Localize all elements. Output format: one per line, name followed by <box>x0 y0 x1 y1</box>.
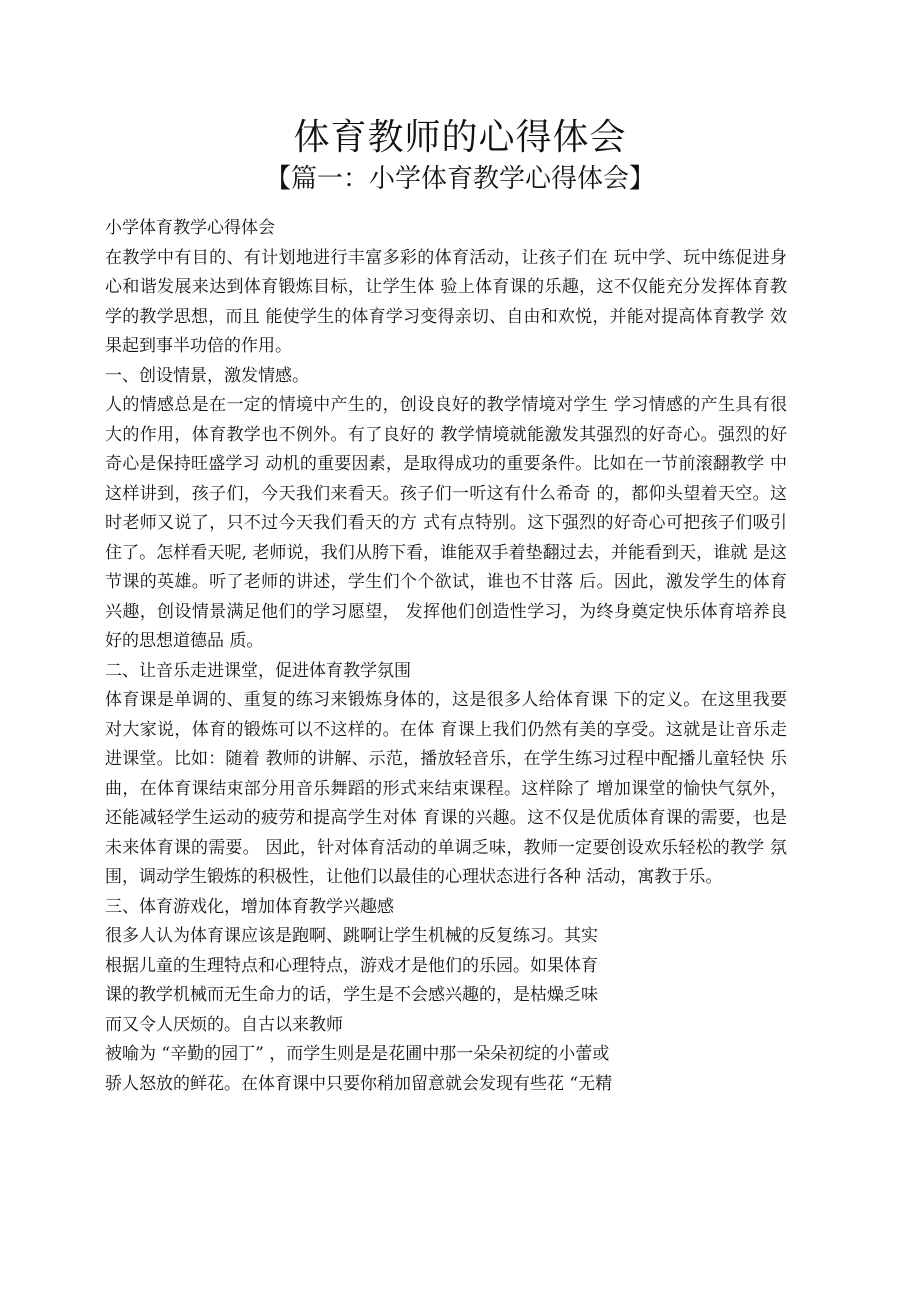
section-3-line: 很多人认为体育课应该是跑啊、跳啊让学生机械的反复练习。其实 <box>105 926 598 946</box>
document-subtitle: 【篇一：小学体育教学心得体会】 <box>264 164 655 194</box>
section-3-line: 课的教学机械而无生命力的话，学生是不会感兴趣的，是枯燥乏味 <box>105 985 598 1005</box>
section-3-line: 骄人怒放的鲜花。在体育课中只要你稍加留意就会发现有些花 “无精 <box>105 1073 613 1094</box>
section-1-paragraph: 人的情感总是在一定的情境中产生的，创设良好的教学情境对学生 学习情感的产生具有很大的作用，体育教学也不例外。有了良好的 教学情境就能激发其强烈的好奇心。强烈的好奇心是保持旺盛学习 动机的重要因素，是取得成功的重要条件。比如在一节前滚翻教学 中这样讲到，孩子们，今天我们来看天。孩子们一听这有什么希奇 的，都仰头望着天空。这时老师又说了，只不过今天我们看天的方 式有点特别。这下强烈的好奇心可把孩子们吸引住了。怎样看天呢, 老师说，我们从胯下看，谁能双手着垫翻过去，并能看到天，谁就 是这节课的英雄。听了老师的讲述，学生们个个欲试，谁也不甘落 后。因此，激发学生的体育兴趣，创设情景满足他们的学习愿望， 发挥他们创造性学习，为终身奠定快乐体育培养良好的思想道德品 质。 <box>105 395 787 651</box>
section-2-paragraph: 体育课是单调的、重复的练习来锻炼身体的，这是很多人给体育课 下的定义。在这里我要对大家说，体育的锻炼可以不这样的。在体 育课上我们仍然有美的享受。这就是让音乐走进课堂。比如：随着 教师的讲解、示范，播放轻音乐，在学生练习过程中配播儿童轻快 乐曲，在体育课结束部分用音乐舞蹈的形式来结束课程。这样除了 增加课堂的愉快气氛外，还能减轻学生运动的疲劳和提高学生对体 育课的兴趣。这不仅是优质体育课的需要，也是未来体育课的需要。 因此，针对体育活动的单调乏味，教师一定要创设欢乐轻松的教学 氛围，调动学生锻炼的积极性，让他们以最佳的心理状态进行各种 活动，寓教于乐。 <box>105 690 787 887</box>
document-title: 体育教师的心得体会 <box>293 117 627 158</box>
section-3-line: 根据儿童的生理特点和心理特点，游戏才是他们的乐园。如果体育 <box>105 955 598 976</box>
section-3-lines <box>105 922 787 1099</box>
section-3-line: 被喻为 “辛勤的园丁” ，而学生则是是花圃中那一朵朵初绽的小蕾或 <box>105 1044 610 1064</box>
section-heading-main: 小学体育教学心得体会 <box>105 218 275 238</box>
intro-paragraph: 在教学中有目的、有计划地进行丰富多彩的体育活动，让孩子们在 玩中学、玩中练促进身心和谐发展来达到体育锻炼目标，让学生体 验上体育课的乐趣，这不仅能充分发挥体育教学的教学思想，而且 能使学生的体育学习变得亲切、自由和欢悦，并能对提高体育教学 效果起到事半功倍的作用。 <box>105 247 787 356</box>
section-2-heading: 二、让音乐走进课堂，促进体育教学氛围 <box>105 660 411 681</box>
section-3-heading: 三、体育游戏化，增加体育教学兴趣感 <box>105 896 394 917</box>
document-body <box>105 214 787 1099</box>
section-1-heading: 一、创设情景，激发情感。 <box>105 365 309 386</box>
section-3-line: 而又令人厌烦的。自古以来教师 <box>105 1014 343 1035</box>
